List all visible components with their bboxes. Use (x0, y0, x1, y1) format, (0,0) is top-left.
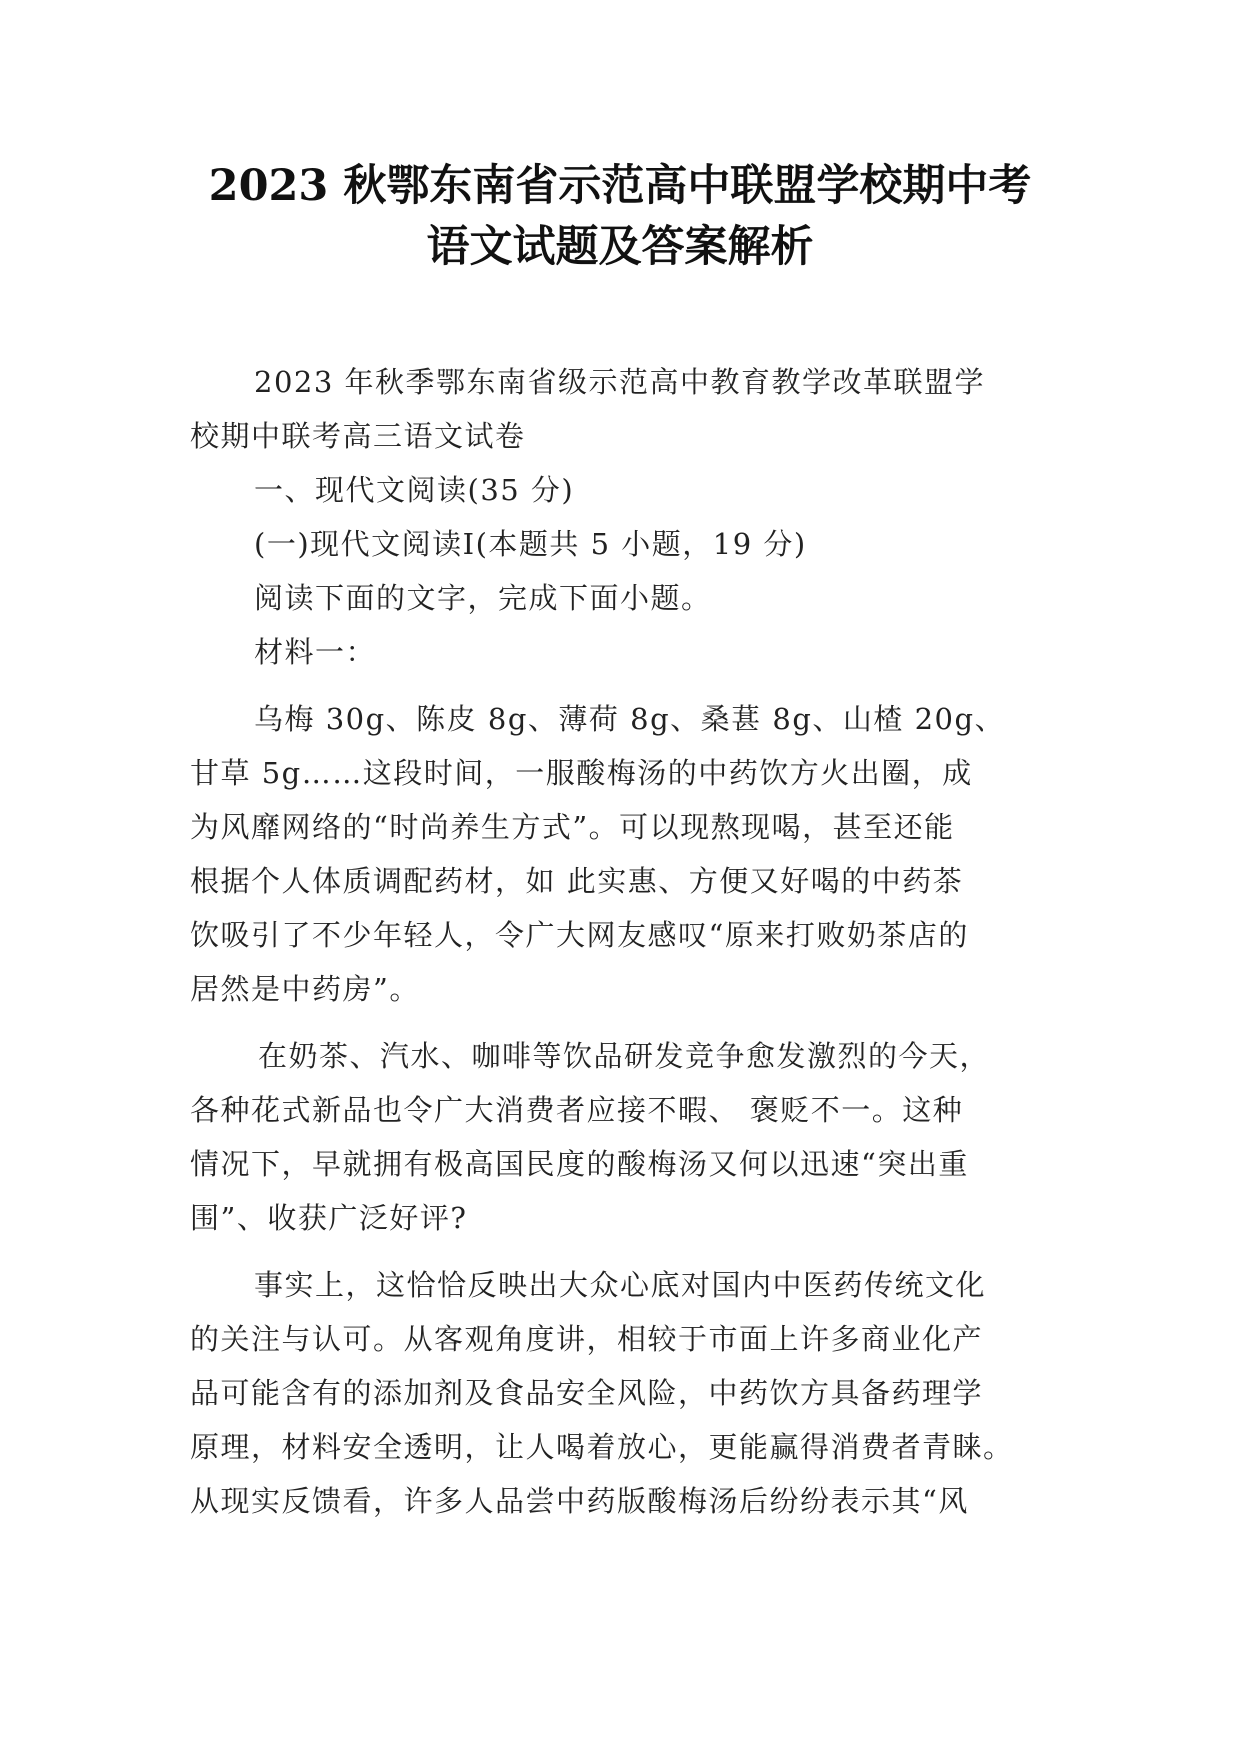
paragraph-line: 原理，材料安全透明，让人喝着放心，更能赢得消费者青睐。 (190, 1430, 1014, 1464)
paragraph-line: 为风靡网络的“时尚养生方式”。可以现熬现喝，甚至还能 (190, 810, 955, 844)
document-title-line-1: 2023 秋鄂东南省示范高中联盟学校期中考 (208, 161, 1032, 211)
paragraph-line: 居然是中药房”。 (190, 972, 420, 1006)
paragraph-line: 饮吸引了不少年轻人，令广大网友感叹“原来打败奶茶店的 (190, 918, 969, 952)
section-heading: 一、现代文阅读(35 分) (254, 473, 575, 507)
intro-line: 校期中联考高三语文试卷 (190, 419, 526, 453)
intro-line: 2023 年秋季鄂东南省级示范高中教育教学改革联盟学 (254, 365, 986, 399)
subsection-heading: (一)现代文阅读Ⅰ(本题共 5 小题，19 分) (254, 527, 807, 561)
paragraph-line: 甘草 5g……这段时间，一服酸梅汤的中药饮方火出圈，成 (190, 756, 973, 790)
material-label: 材料一： (254, 635, 377, 669)
paragraph-line: 品可能含有的添加剂及食品安全风险，中药饮方具备药理学 (190, 1376, 984, 1410)
paragraph-line: 事实上，这恰恰反映出大众心底对国内中医药传统文化 (254, 1268, 987, 1302)
paragraph-line: 根据个人体质调配药材，如 此实惠、方便又好喝的中药茶 (190, 864, 964, 898)
paragraph-line: 情况下，早就拥有极高国民度的酸梅汤又何以迅速“突出重 (190, 1147, 969, 1181)
document-title-line-2: 语文试题及答案解析 (426, 222, 814, 272)
instruction-line: 阅读下面的文字，完成下面小题。 (254, 581, 712, 615)
paragraph-line: 乌梅 30g、陈皮 8g、薄荷 8g、桑葚 8g、山楂 20g、 (254, 702, 1006, 736)
paragraph-line: 从现实反馈看，许多人品尝中药版酸梅汤后纷纷表示其“风 (190, 1484, 969, 1518)
document-body (190, 355, 1050, 1528)
paragraph-line: 在奶茶、汽水、咖啡等饮品研发竞争愈发激烈的今天， (258, 1039, 991, 1073)
paragraph-line: 的关注与认可。从客观角度讲，相较于市面上许多商业化产 (190, 1322, 984, 1356)
paragraph-line: 各种花式新品也令广大消费者应接不暇、 褒贬不一。这种 (190, 1093, 964, 1127)
paragraph-line: 围”、收获广泛好评? (190, 1201, 468, 1235)
